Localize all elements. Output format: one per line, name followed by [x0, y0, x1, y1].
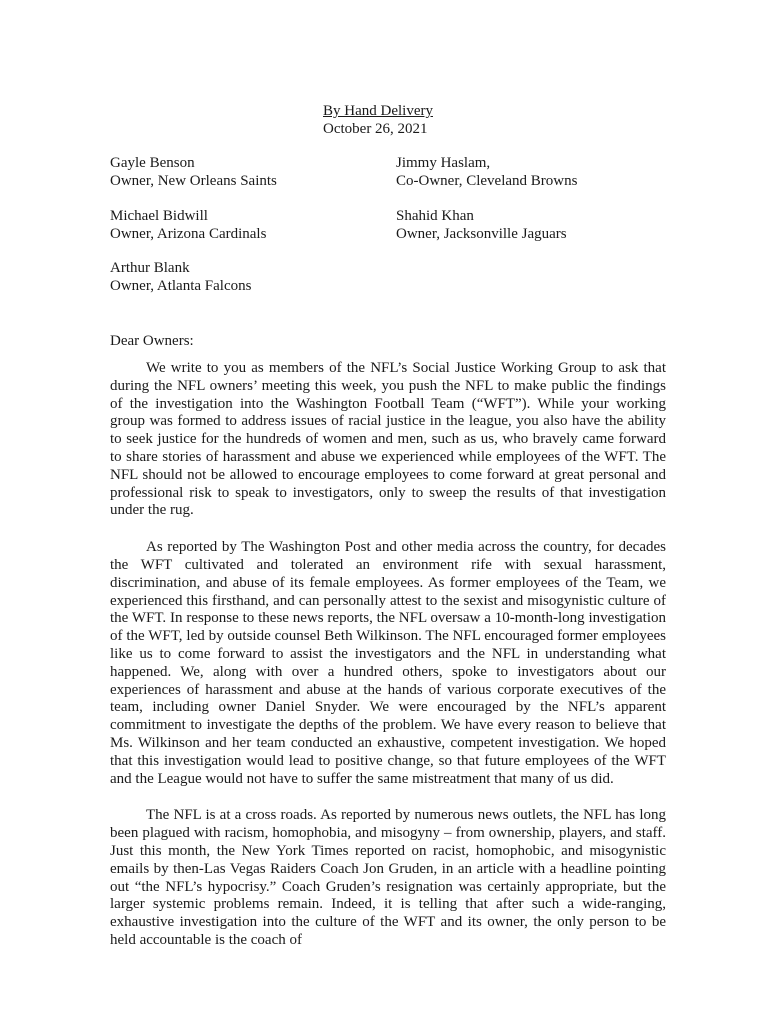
recipient-name: Gayle Benson	[110, 155, 195, 171]
recipient-name: Shahid Khan	[396, 208, 474, 224]
body-paragraph: The NFL is at a cross roads. As reported by numerous news outlets, the NFL has long been plagued with racism, homophobia, and misogyny – from ownership, players, and staff. Just this month, the New York Times reported on racist, homophobic, and misogynistic emails by then-Las Vegas Raiders Coach Jon Gruden, in an article with a headline pointing out “the NFL’s hypocrisy.” Coach Gruden’s resignation was certainly appropriate, but the larger systemic problems remain. Indeed, it is telling that after such a wide-ranging, exhaustive investigation into the culture of the WFT and its owner, the only person to be held accountable is the coach of	[110, 807, 666, 948]
delivery-method: By Hand Delivery	[323, 103, 433, 119]
letter-body	[110, 360, 666, 969]
recipient-title: Owner, New Orleans Saints	[110, 173, 277, 189]
recipient-title: Co-Owner, Cleveland Browns	[396, 173, 578, 189]
salutation: Dear Owners:	[110, 333, 194, 349]
recipient	[396, 154, 577, 190]
recipient-name: Jimmy Haslam,	[396, 155, 491, 171]
body-paragraph: We write to you as members of the NFL’s Social Justice Working Group to ask that during the NFL owners’ meeting this week, you push the NFL to make public the findings of the investigation into the Washington Football Team (“WFT”). While your working group was formed to address issues of racial justice in the league, you also have the ability to seek justice for the hundreds of women and men, such as us, who bravely came forward to share stories of harassment and abuse we experienced while employees of the WFT. The NFL should not be allowed to encourage employees to come forward at great personal and professional risk to speak to investigators, only to sweep the results of that investigation under the rug.	[110, 360, 666, 519]
recipient	[110, 207, 266, 243]
letter-date: October 26, 2021	[323, 121, 428, 137]
recipient-title: Owner, Jacksonville Jaguars	[396, 226, 567, 242]
recipient-name: Michael Bidwill	[110, 208, 208, 224]
recipient	[110, 154, 277, 190]
recipient	[110, 259, 251, 295]
recipient	[396, 207, 567, 243]
body-paragraph: As reported by The Washington Post and other media across the country, for decades the WFT cultivated and tolerated an environment rife with sexual harassment, discrimination, and abuse of its female employees. As former employees of the Team, we experienced this firsthand, and can personally attest to the sexist and misogynistic culture of the WFT. In response to these news reports, the NFL oversaw a 10-month-long investigation of the WFT, led by outside counsel Beth Wilkinson. The NFL encouraged former employees like us to come forward to assist the investigators and the NFL in understanding what happened. We, along with over a hundred others, spoke to investigators about our experiences of harassment and abuse at the hands of various corporate executives of the team, including owner Daniel Snyder. We were encouraged by the NFL’s apparent commitment to investigate the depths of the problem. We have every reason to believe that Ms. Wilkinson and her team conducted an exhaustive, competent investigation. We hoped that this investigation would lead to positive change, so that future employees of the WFT and the League would not have to suffer the same mistreatment that many of us did.	[110, 539, 666, 787]
recipient-name: Arthur Blank	[110, 260, 190, 276]
recipient-title: Owner, Arizona Cardinals	[110, 226, 267, 242]
letter-header	[323, 102, 433, 138]
recipient-title: Owner, Atlanta Falcons	[110, 278, 252, 294]
